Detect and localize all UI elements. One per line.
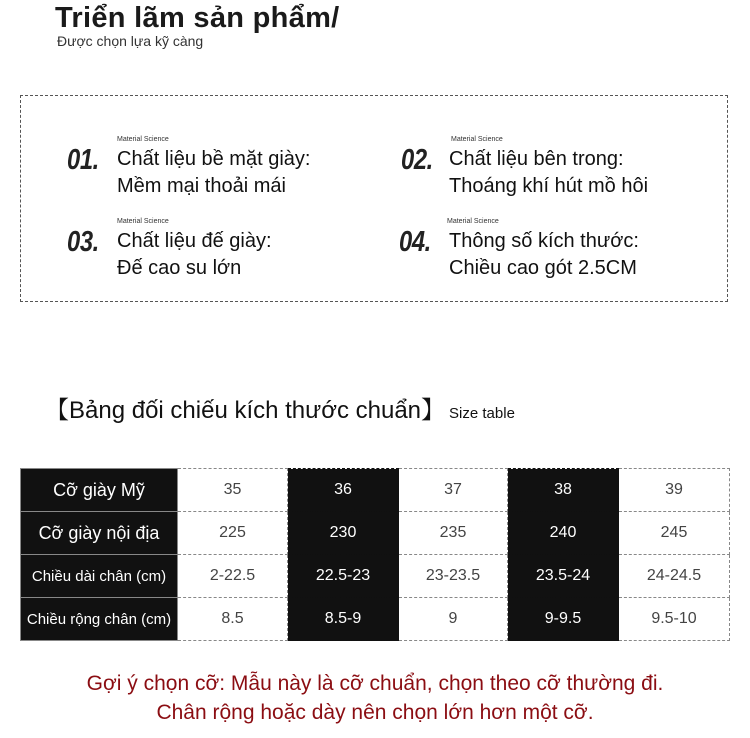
size-tip-line-2: Chân rộng hoặc dày nên chọn lớn hơn một cỡ. bbox=[156, 701, 594, 724]
table-cell: 9.5-10 bbox=[619, 598, 730, 641]
size-table-heading-sub: Size table bbox=[449, 405, 515, 422]
size-tip-line-1: Gợi ý chọn cỡ: Mẫu này là cỡ chuẩn, chọn theo cỡ thường đi. bbox=[86, 672, 664, 695]
table-cell: 8.5 bbox=[178, 598, 288, 641]
table-row bbox=[21, 555, 730, 598]
feature-number: 01. bbox=[67, 144, 99, 176]
table-cell: 240 bbox=[508, 512, 619, 555]
table-cell: 8.5-9 bbox=[288, 598, 399, 641]
table-cell: 245 bbox=[619, 512, 730, 555]
feature-01 bbox=[67, 136, 387, 206]
table-cell: 23-23.5 bbox=[399, 555, 508, 598]
table-cell: 230 bbox=[288, 512, 399, 555]
feature-04 bbox=[399, 218, 719, 288]
table-cell: 235 bbox=[399, 512, 508, 555]
feature-line-1: Chất liệu đế giày: bbox=[117, 230, 272, 252]
table-row bbox=[21, 598, 730, 641]
feature-tag: Material Science bbox=[117, 218, 169, 225]
feature-line-2: Chiều cao gót 2.5CM bbox=[449, 257, 637, 279]
table-cell: 9-9.5 bbox=[508, 598, 619, 641]
features-box bbox=[20, 95, 728, 302]
table-cell: 35 bbox=[178, 469, 288, 512]
feature-line-1: Chất liệu bề mặt giày: bbox=[117, 148, 311, 170]
row-label: Cỡ giày nội địa bbox=[21, 512, 178, 555]
page-subtitle: Được chọn lựa kỹ càng bbox=[57, 33, 204, 49]
table-cell: 37 bbox=[399, 469, 508, 512]
table-cell: 39 bbox=[619, 469, 730, 512]
table-cell: 23.5-24 bbox=[508, 555, 619, 598]
feature-line-1: Chất liệu bên trong: bbox=[449, 148, 624, 170]
size-table-heading bbox=[45, 390, 515, 425]
table-row bbox=[21, 469, 730, 512]
table-cell: 22.5-23 bbox=[288, 555, 399, 598]
page-title: Triển lãm sản phẩm/ bbox=[55, 2, 340, 34]
feature-number: 02. bbox=[401, 144, 433, 176]
row-label: Chiều rộng chân (cm) bbox=[21, 598, 178, 641]
feature-line-2: Mềm mại thoải mái bbox=[117, 175, 286, 197]
feature-03 bbox=[67, 218, 387, 288]
size-table bbox=[20, 468, 730, 641]
table-cell: 36 bbox=[288, 469, 399, 512]
feature-02 bbox=[401, 136, 721, 206]
feature-line-1: Thông số kích thước: bbox=[449, 230, 639, 252]
feature-line-2: Thoáng khí hút mồ hôi bbox=[449, 175, 649, 197]
feature-tag: Material Science bbox=[117, 136, 169, 143]
table-row bbox=[21, 512, 730, 555]
feature-number: 03. bbox=[67, 226, 99, 258]
row-label: Chiều dài chân (cm) bbox=[21, 555, 178, 598]
table-cell: 9 bbox=[399, 598, 508, 641]
table-cell: 38 bbox=[508, 469, 619, 512]
table-cell: 225 bbox=[178, 512, 288, 555]
feature-number: 04. bbox=[399, 226, 431, 258]
table-cell: 24-24.5 bbox=[619, 555, 730, 598]
feature-tag: Material Science bbox=[447, 218, 499, 225]
feature-line-2: Đế cao su lớn bbox=[117, 257, 242, 279]
size-table-heading-text: 【Bảng đối chiếu kích thước chuẩn】 bbox=[45, 397, 446, 424]
row-label: Cỡ giày Mỹ bbox=[21, 469, 178, 512]
feature-tag: Material Science bbox=[451, 136, 503, 143]
table-cell: 2-22.5 bbox=[178, 555, 288, 598]
